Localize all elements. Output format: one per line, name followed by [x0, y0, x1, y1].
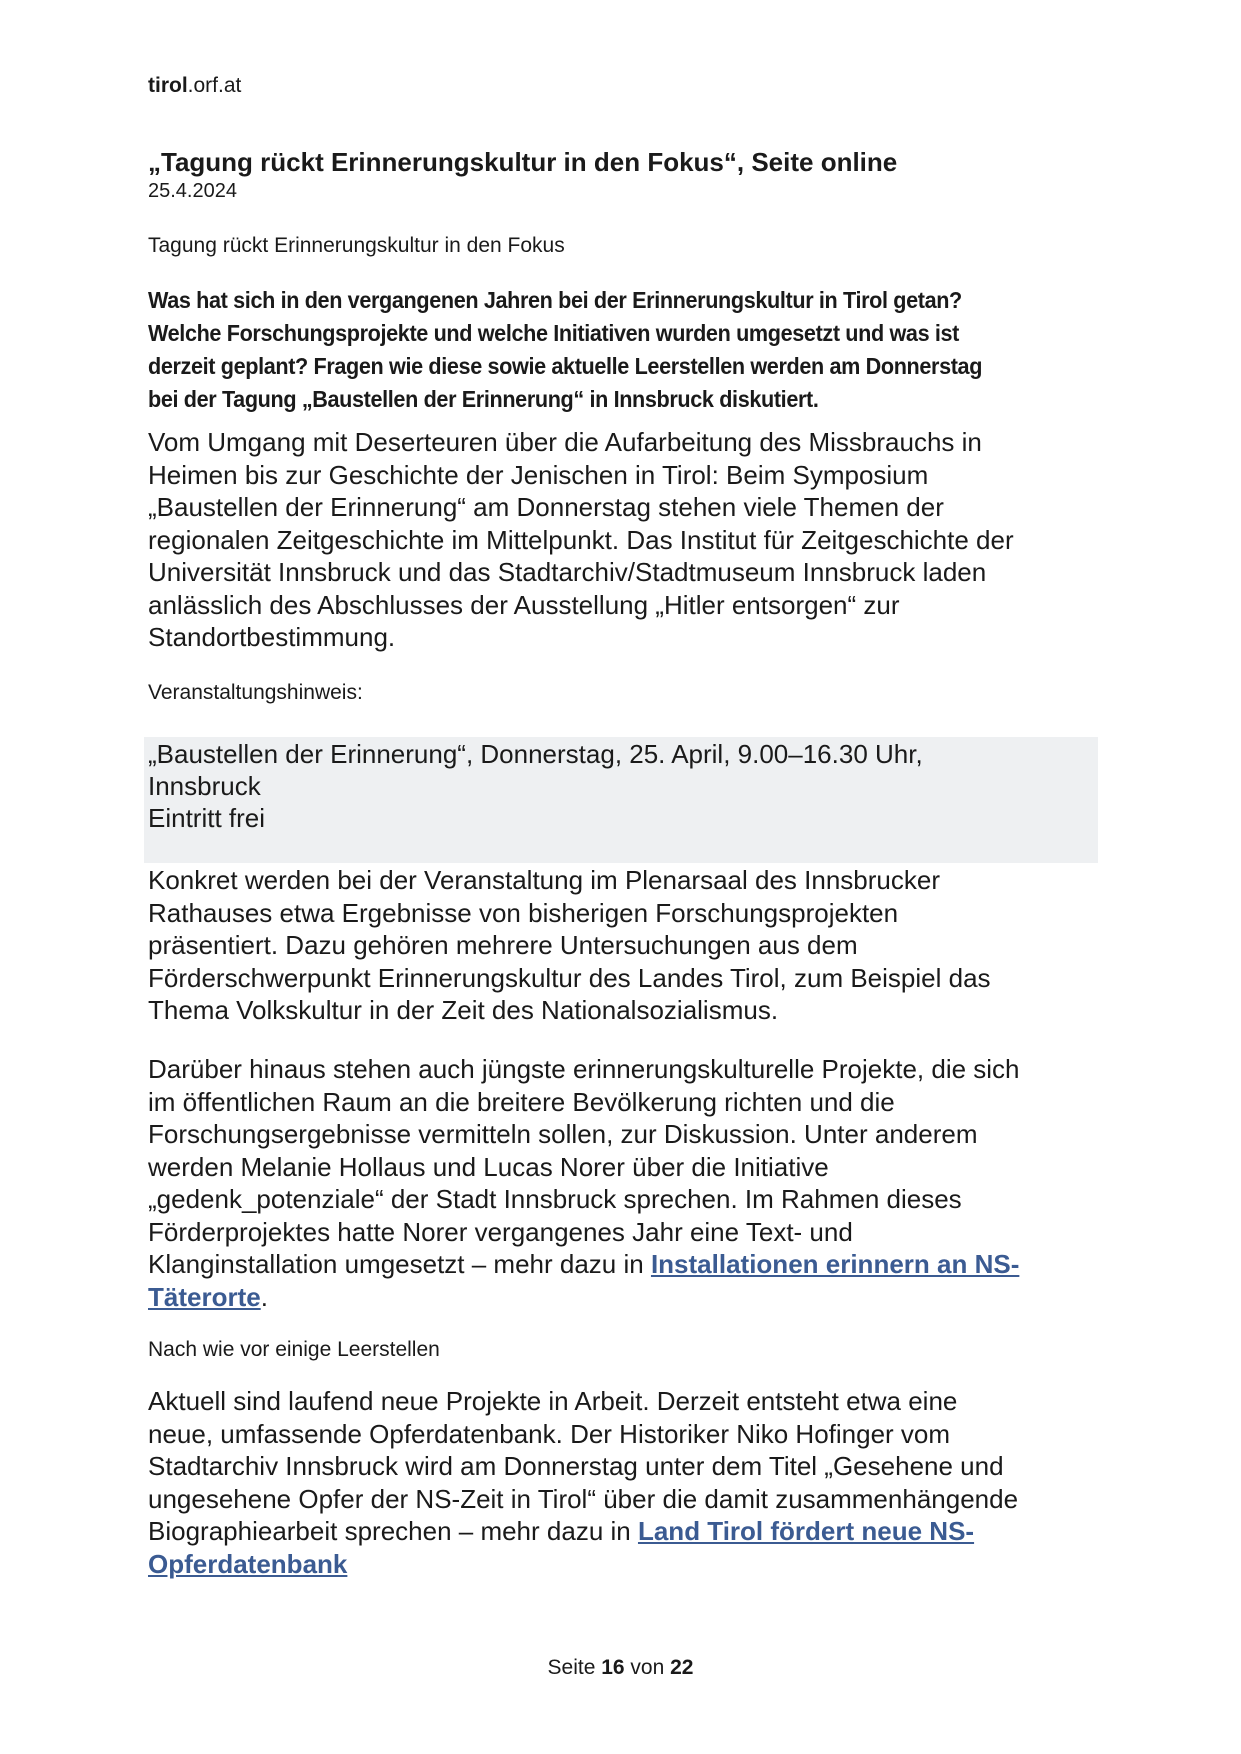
text-line: Thema Volkskultur in der Zeit des Nationalsozialismus. [148, 995, 779, 1025]
text-line: Forschungsergebnisse vermitteln sollen, zur Diskussion. Unter anderem [148, 1119, 978, 1149]
text-line: „Baustellen der Erinnerung“ am Donnerstag stehen viele Themen der [148, 492, 944, 522]
text-line: Stadtarchiv Innsbruck wird am Donnerstag unter dem Titel „Gesehene und [148, 1451, 1004, 1481]
text-line: Aktuell sind laufend neue Projekte in Arbeit. Derzeit entsteht etwa eine [148, 1386, 958, 1416]
link-installationen-cont[interactable]: Täterorte [148, 1281, 261, 1312]
text-line: Förderprojektes hatte Norer vergangenes Jahr eine Text- und [148, 1216, 853, 1247]
text-line: „gedenk_potenziale“ der Stadt Innsbruck sprechen. Im Rahmen dieses [148, 1184, 962, 1214]
link-opferdatenbank[interactable]: Land Tirol fördert neue NS- [637, 1516, 975, 1546]
text-line: Vom Umgang mit Deserteuren über die Aufarbeitung des Missbrauchs in [148, 427, 982, 457]
paragraph-3 [148, 1053, 1098, 1313]
text-line: ungesehene Opfer der NS-Zeit in Tirol“ über die damit zusammenhängende [148, 1483, 1019, 1514]
paragraph-4 [148, 1385, 1098, 1580]
text-line [148, 1548, 1098, 1581]
link-installationen[interactable]: Installationen erinnern an NS- [650, 1249, 1020, 1279]
text-line: Rathauses etwa Ergebnisse von bisherigen Forschungsprojekten [148, 897, 899, 928]
text-line: neue, umfassende Opferdatenbank. Der Historiker Niko Hofinger vom [148, 1418, 951, 1449]
text-line: anlässlich des Abschlusses der Ausstellung „Hitler entsorgen“ zur [148, 589, 900, 620]
link-opferdatenbank-cont[interactable]: Opferdatenbank [148, 1548, 348, 1579]
text-line: Förderschwerpunkt Erinnerungskultur des Landes Tirol, zum Beispiel das [148, 962, 991, 993]
lead-line: derzeit geplant? Fragen wie diese sowie aktuelle Leerstellen werden am Donnerstag [148, 353, 983, 379]
text-line: werden Melanie Hollaus und Lucas Norer über die Initiative [148, 1151, 829, 1182]
lead-line: Was hat sich in den vergangenen Jahren bei der Erinnerungskultur in Tirol getan? [148, 287, 962, 313]
article-kicker: Tagung rückt Erinnerungskultur in den Fokus [148, 234, 565, 257]
paragraph-2 [148, 864, 1098, 1027]
article-lead [148, 284, 1096, 416]
event-label: Veranstaltungshinweis: [148, 681, 363, 704]
text-line: Standortbestimmung. [148, 622, 396, 652]
text-line: Klanginstallation umgesetzt – mehr dazu in Installationen erinnern an NS- [148, 1249, 1020, 1279]
text-line: Heimen bis zur Geschichte der Jenischen in Tirol: Beim Symposium [148, 459, 929, 490]
event-box [144, 737, 1098, 863]
lead-line: bei der Tagung „Baustellen der Erinnerung“ in Innsbruck diskutiert. [148, 386, 819, 412]
event-line: „Baustellen der Erinnerung“, Donnerstag, 25. April, 9.00–16.30 Uhr, [148, 739, 923, 769]
article-title: „Tagung rückt Erinnerungskultur in den Fokus“, Seite online [148, 147, 898, 177]
text-line: Konkret werden bei der Veranstaltung im Plenarsaal des Innsbrucker [148, 865, 940, 895]
text-line: im öffentlichen Raum an die breitere Bevölkerung richten und die [148, 1086, 895, 1117]
article-date: 25.4.2024 [148, 180, 237, 202]
source-label: tirol.orf.at [148, 74, 242, 97]
text-line: regionalen Zeitgeschichte im Mittelpunkt. Das Institut für Zeitgeschichte der [148, 524, 1014, 555]
text-line: präsentiert. Dazu gehören mehrere Untersuchungen aus dem [148, 930, 858, 960]
event-line: Eintritt frei [148, 803, 266, 833]
text-line: Darüber hinaus stehen auch jüngste erinnerungskulturelle Projekte, die sich [148, 1054, 1020, 1084]
text-line: Täterorte. [148, 1281, 268, 1312]
subheading-leerstellen: Nach wie vor einige Leerstellen [148, 1338, 440, 1361]
text-line: Universität Innsbruck und das Stadtarchiv/Stadtmuseum Innsbruck laden [148, 557, 987, 587]
event-line: Innsbruck [148, 771, 261, 801]
text-line: Biographiearbeit sprechen – mehr dazu in Land Tirol fördert neue NS- [148, 1516, 975, 1546]
lead-line: Welche Forschungsprojekte und welche Initiativen wurden umgesetzt und was ist [148, 320, 959, 346]
page-number: Seite 16 von 22 [547, 1656, 694, 1679]
paragraph-1 [148, 426, 1098, 654]
